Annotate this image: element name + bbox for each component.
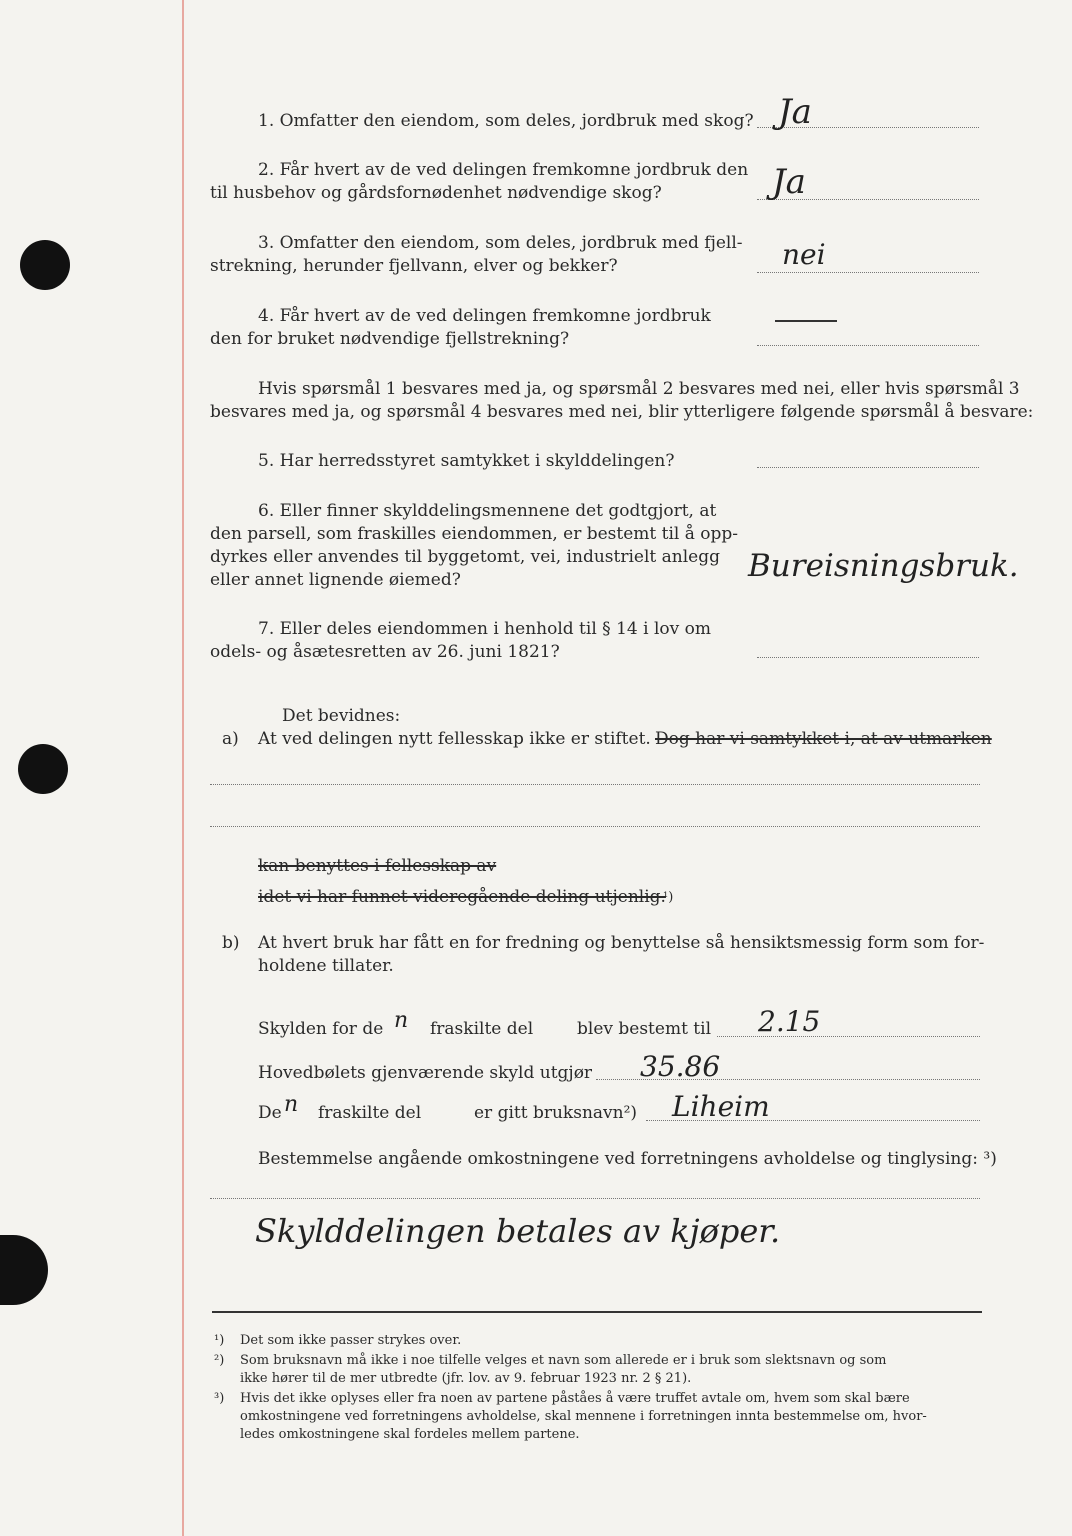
omk-line-1 [210, 1198, 980, 1199]
question-6-line-1: 6. Eller finner skylddelingsmennene det godtgjort, at [258, 501, 717, 521]
question-4-line-1: 4. Får hvert av de ved delingen fremkomne jordbruk [258, 306, 711, 326]
omk-value: Skylddelingen betales av kjøper. [255, 1212, 781, 1250]
hoved-label: Hovedbølets gjenværende skyld utgjør [258, 1063, 593, 1083]
question-2-line-1: 2. Får hvert av de ved delingen fremkomne jordbruk den [258, 160, 749, 180]
blank-line-1 [210, 784, 980, 785]
footnote-2-mark: ²) [214, 1353, 225, 1368]
question-5: 5. Har herredsstyret samtykket i skylddelingen? [258, 451, 675, 471]
footnote-3-line-1: Hvis det ikke oplyses eller fra noen av partene påståes å være truffet avtale om, hvem som skal bære [240, 1391, 910, 1406]
skyld-label-3: blev bestemt til [577, 1019, 712, 1039]
attest-a-label: a) [222, 729, 239, 749]
omk-label: Bestemmelse angående omkostningene ved forretningens avholdelse og tinglysing: ³) [258, 1149, 997, 1169]
answer-line-4 [757, 345, 979, 346]
question-7-line-1: 7. Eller deles eiendommen i henhold til § 14 i lov om [258, 619, 711, 639]
question-1: 1. Omfatter den eiendom, som deles, jordbruk med skog? [258, 111, 754, 131]
hoved-value: 35.86 [640, 1050, 721, 1083]
question-6-line-4: eller annet lignende øiemed? [210, 570, 461, 590]
attest-intro: Det bevidnes: [282, 706, 401, 726]
blank-line-2 [210, 826, 980, 827]
condition-line-2: besvares med ja, og spørsmål 4 besvares med nei, blir ytterligere følgende spørsmål å besvare: [210, 402, 1034, 422]
skyld-value-line [717, 1036, 980, 1037]
navn-value: Liheim [672, 1090, 770, 1123]
punch-hole-top [20, 240, 70, 290]
footnote-2-line-2: ikke hører til de mer utbredte (jfr. lov. av 9. februar 1923 nr. 2 § 21). [240, 1371, 692, 1386]
attest-b-line-1: At hvert bruk har fått en for fredning og benyttelse så hensiktsmessig form som for- [258, 933, 985, 953]
question-6-line-2: den parsell, som fraskilles eiendommen, er bestemt til å opp- [210, 524, 739, 544]
attest-b-line-2: holdene tillater. [258, 956, 394, 976]
footnote-1: Det som ikke passer strykes over. [240, 1333, 462, 1348]
attest-b-label: b) [222, 933, 240, 953]
struck-line-2: kan benyttes i fellesskap av [258, 856, 497, 876]
footnote-3-mark: ³) [214, 1391, 225, 1406]
answer-2: Ja [772, 162, 806, 202]
struck-line-3: idet vi har funnet videregående deling utjenlig. [258, 887, 666, 907]
question-7-line-2: odels- og åsætesretten av 26. juni 1821? [210, 642, 560, 662]
answer-line-3 [757, 272, 979, 273]
answer-1: Ja [778, 92, 812, 132]
answer-line-5 [757, 467, 979, 468]
question-2-line-2: til husbehov og gårdsfornødenhet nødvendige skog? [210, 183, 662, 203]
question-4-line-2: den for bruket nødvendige fjellstrekning? [210, 329, 570, 349]
punch-hole-bottom [0, 1235, 48, 1305]
footnote-1-mark: ¹) [214, 1333, 225, 1348]
navn-label-2: fraskilte del [318, 1103, 422, 1123]
footnote-rule [212, 1311, 982, 1313]
question-3-line-1: 3. Omfatter den eiendom, som deles, jordbruk med fjell- [258, 233, 743, 253]
question-3-line-2: strekning, herunder fjellvann, elver og bekker? [210, 256, 618, 276]
margin-rule [182, 0, 184, 1536]
answer-6: Bureisningsbruk. [748, 548, 1019, 584]
navn-label-3: er gitt bruksnavn²) [474, 1103, 638, 1123]
skyld-value: 2.15 [758, 1005, 821, 1038]
answer-line-7 [757, 657, 979, 658]
skyld-handwritten-suffix: n [394, 1008, 409, 1033]
condition-line-1: Hvis spørsmål 1 besvares med ja, og spørsmål 2 besvares med nei, eller hvis spørsmål 3 [258, 379, 1020, 399]
question-6-line-3: dyrkes eller anvendes til byggetomt, vei, industrielt anlegg [210, 547, 720, 567]
answer-3: nei [782, 238, 826, 271]
navn-label-1: De [258, 1103, 282, 1123]
attest-a-struck: Dog har vi samtykket i, at av utmarken [655, 729, 992, 749]
navn-handwritten-suffix: n [284, 1092, 299, 1117]
skyld-label-1: Skylden for de [258, 1019, 384, 1039]
footnote-3-line-3: ledes omkostningene skal fordeles mellem partene. [240, 1427, 580, 1442]
attest-a-text: At ved delingen nytt fellesskap ikke er stiftet. [258, 729, 651, 749]
answer-4-dash [775, 320, 837, 322]
footnote-2-line-1: Som bruksnavn må ikke i noe tilfelle velges et navn som allerede er i bruk som slektsnavn og som [240, 1353, 887, 1368]
struck-line-3-note: ¹) [663, 890, 674, 905]
punch-hole-middle [18, 744, 68, 794]
skyld-label-2: fraskilte del [430, 1019, 534, 1039]
footnote-3-line-2: omkostningene ved forretningens avholdelse, skal mennene i forretningen innta bestemmelse om, hvor- [240, 1409, 927, 1424]
